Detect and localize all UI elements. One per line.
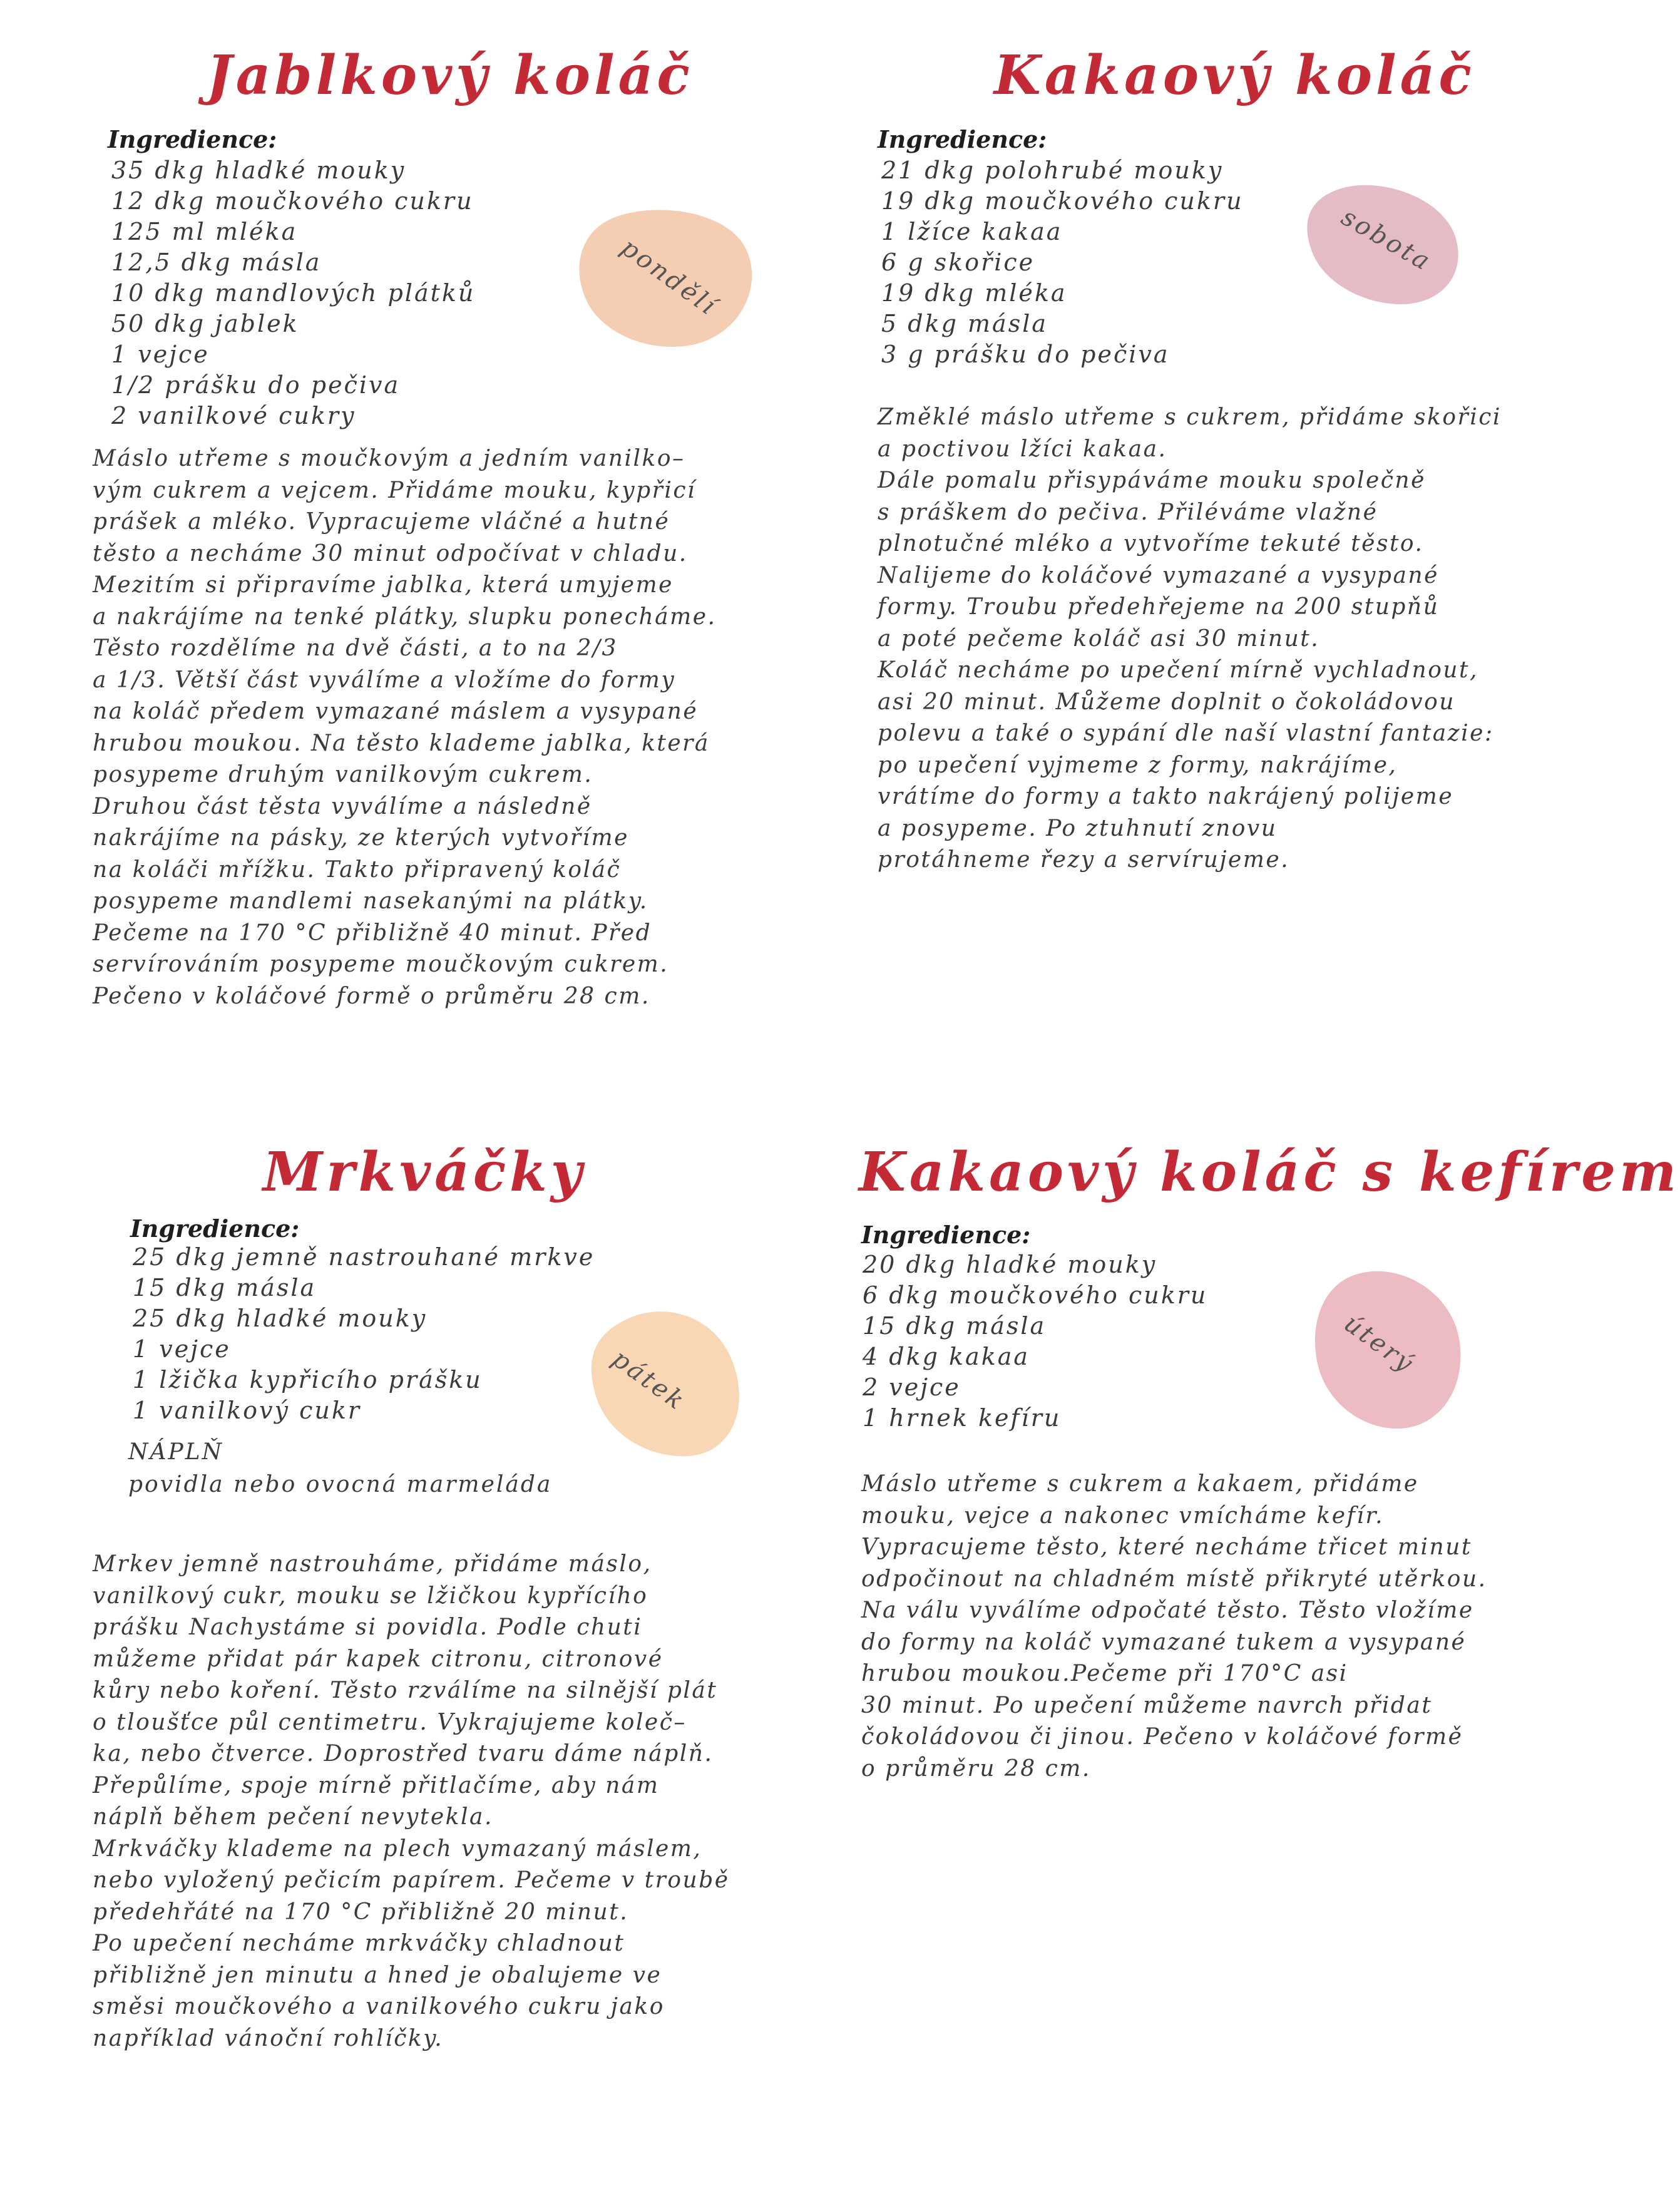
- method-line: Změklé máslo utřeme s cukrem, přidáme skořici: [878, 404, 1502, 430]
- method-line: hrubou moukou.Pečeme při 170°C asi: [861, 1661, 1348, 1686]
- method-line: Mrkev jemně nastrouháme, přidáme máslo,: [93, 1551, 652, 1577]
- method-line: Mrkváčky klademe na plech vymazaný máslem,: [93, 1835, 702, 1862]
- ingredient-item: 1 hrnek kefíru: [863, 1404, 1062, 1432]
- day-label: úterý: [1338, 1308, 1420, 1380]
- method-line: vým cukrem a vejcem. Přidáme mouku, kypřicí: [93, 477, 697, 503]
- day-badge: [1312, 1267, 1462, 1430]
- ingredients-list: [863, 1249, 1207, 1434]
- ingredient-item: 15 dkg másla: [133, 1274, 317, 1301]
- ingredient-item: 25 dkg hladké mouky: [133, 1305, 428, 1332]
- method-text: [93, 1549, 730, 2055]
- method-line: na koláči mřížku. Takto připravený koláč: [93, 856, 622, 883]
- ingredient-item: 35 dkg hladké mouky: [111, 156, 406, 184]
- method-line: ka, nebo čtverce. Doprostřed tvaru dáme náplň.: [93, 1741, 714, 1767]
- method-line: o tloušťce půl centimetru. Vykrajujeme koleč–: [93, 1709, 687, 1735]
- recipe-mrkvacky: [0, 1098, 776, 2196]
- method-text: [861, 1469, 1487, 1785]
- method-line: plnotučné mléko a vytvoříme tekuté těsto.: [878, 531, 1424, 557]
- method-line: prášek a mléko. Vypracujeme vláčné a hutné: [93, 509, 670, 535]
- ingredient-item: 19 dkg mléka: [881, 279, 1067, 307]
- method-line: Nalijeme do koláčové vymazané a vysypané: [878, 562, 1439, 588]
- method-line: Druhou část těsta vyválíme a následně: [93, 793, 592, 819]
- day-badge: [588, 1308, 745, 1459]
- method-line: předehřáté na 170 °C přibližně 20 minut.: [93, 1899, 629, 1925]
- method-line: Na válu vyválíme odpočaté těsto. Těsto vložíme: [861, 1598, 1474, 1623]
- ingredient-item: 15 dkg másla: [863, 1312, 1047, 1340]
- method-line: polevu a také o sypání dle naší vlastní fantazie:: [878, 721, 1494, 746]
- method-line: Těsto rozdělíme na dvě části, a to na 2/3: [93, 635, 618, 661]
- method-line: například vánoční rohlíčky.: [93, 2025, 444, 2051]
- method-line: hrubou moukou. Na těsto klademe jablka, která: [93, 730, 710, 756]
- recipe-title: Mrkváčky: [263, 1141, 586, 1204]
- method-line: Koláč necháme po upečení mírně vychladnout,: [878, 657, 1478, 683]
- method-line: Přepůlíme, spoje mírně přitlačíme, aby nám: [93, 1772, 660, 1798]
- recipe-title: Kakaový koláč s kefírem: [859, 1141, 1680, 1204]
- method-line: Máslo utřeme s moučkovým a jedním vanilko–: [93, 446, 685, 471]
- ingredient-item: 20 dkg hladké mouky: [863, 1251, 1157, 1278]
- ingredient-item: 125 ml mléka: [111, 218, 298, 245]
- method-line: Pečeno v koláčové formě o průměru 28 cm.: [93, 983, 650, 1009]
- filling-heading: NÁPLŇ: [128, 1439, 224, 1465]
- day-label: sobota: [1336, 202, 1437, 277]
- recipe-jablkovy-kolac: [0, 0, 776, 1098]
- method-line: nakrájíme na pásky, ze kterých vytvoříme: [93, 825, 629, 851]
- method-line: Mezitím si připravíme jablka, která umyjeme: [93, 572, 674, 598]
- ingredients-heading: Ingredience:: [861, 1221, 1031, 1249]
- recipe-kakaovy-kolac-s-kefirem: [776, 1098, 1680, 2196]
- ingredient-item: 6 dkg moučkového cukru: [863, 1281, 1208, 1309]
- method-line: o průměru 28 cm.: [861, 1755, 1091, 1782]
- method-line: vrátíme do formy a takto nakrájený polijeme: [878, 784, 1454, 809]
- ingredients-heading: Ingredience:: [130, 1214, 300, 1243]
- method-line: protáhneme řezy a servírujeme.: [878, 847, 1290, 873]
- ingredient-item: 50 dkg jablek: [111, 310, 299, 337]
- ingredients-heading: Ingredience:: [108, 125, 277, 153]
- method-line: směsi moučkového a vanilkového cukru jako: [93, 1994, 665, 2019]
- method-line: servírováním posypeme moučkovým cukrem.: [93, 952, 669, 977]
- day-label: pátek: [607, 1344, 692, 1417]
- day-badge: [576, 205, 757, 349]
- method-line: kůry nebo koření. Těsto rzválíme na silnější plát: [93, 1678, 718, 1703]
- method-text: [878, 402, 1502, 876]
- ingredient-item: 3 g prášku do pečiva: [881, 341, 1170, 368]
- ingredients-heading: Ingredience:: [878, 125, 1047, 153]
- recipe-title: Jablkový koláč: [207, 44, 694, 107]
- method-line: Dále pomalu přisypáváme mouku společně: [878, 468, 1426, 493]
- ingredient-item: 1 vejce: [111, 341, 210, 368]
- ingredients-list: [111, 155, 475, 431]
- method-line: těsto a necháme 30 minut odpočívat v chladu.: [93, 540, 688, 567]
- ingredient-item: 1 vanilkový cukr: [133, 1397, 362, 1424]
- method-line: na koláč předem vymazané máslem a vysypané: [93, 699, 699, 724]
- method-line: a poctivou lžíci kakaa.: [878, 436, 1167, 462]
- ingredient-item: 1 lžička kypřicího prášku: [133, 1366, 483, 1393]
- method-line: čokoládovou či jinou. Pečeno v koláčové formě: [861, 1724, 1463, 1750]
- method-line: odpočinout na chladném místě přikryté utěrkou.: [861, 1566, 1487, 1592]
- ingredient-item: 12 dkg moučkového cukru: [111, 187, 474, 215]
- ingredient-item: 12,5 dkg másla: [111, 249, 322, 276]
- ingredients-list: [133, 1242, 595, 1426]
- method-line: s práškem do pečiva. Přiléváme vlažné: [878, 499, 1378, 525]
- ingredient-item: 19 dkg moučkového cukru: [881, 187, 1244, 215]
- method-line: a posypeme. Po ztuhnutí znovu: [878, 815, 1278, 841]
- recipe-title: Kakaový koláč: [994, 44, 1475, 107]
- day-badge: [1304, 182, 1461, 307]
- method-line: a poté pečeme koláč asi 30 minut.: [878, 625, 1320, 652]
- day-label: pondělí: [615, 232, 723, 322]
- method-line: vanilkový cukr, mouku se lžičkou kypřícího: [93, 1583, 648, 1609]
- method-line: posypeme druhým vanilkovým cukrem.: [93, 762, 593, 788]
- ingredient-item: 1 lžíce kakaa: [881, 218, 1063, 245]
- recipe-kakaovy-kolac: [776, 0, 1552, 1098]
- ingredient-item: 5 dkg másla: [881, 310, 1048, 337]
- filling-text: povidla nebo ovocná marmeláda: [128, 1472, 553, 1497]
- method-line: a nakrájíme na tenké plátky, slupku ponecháme.: [93, 603, 717, 630]
- method-line: a 1/3. Větší část vyválíme a vložíme do formy: [93, 667, 676, 693]
- method-line: asi 20 minut. Můžeme doplnit o čokoládovou: [878, 689, 1455, 715]
- ingredients-list: [881, 155, 1244, 370]
- ingredient-item: 6 g skořice: [881, 249, 1035, 276]
- method-line: po upečení vyjmeme z formy, nakrájíme,: [878, 752, 1398, 778]
- method-line: mouku, vejce a nakonec vmícháme kefír.: [861, 1502, 1385, 1529]
- ingredient-item: 2 vejce: [863, 1373, 961, 1401]
- method-line: do formy na koláč vymazané tukem a vysypané: [861, 1629, 1467, 1655]
- ingredient-item: 21 dkg polohrubé mouky: [881, 156, 1224, 184]
- method-line: Po upečení necháme mrkváčky chladnout: [93, 1931, 625, 1956]
- method-line: nebo vyložený pečicím papírem. Pečeme v troubě: [93, 1867, 730, 1893]
- method-line: formy. Troubu předehřejeme na 200 stupňů: [878, 594, 1440, 620]
- ingredient-item: 1 vejce: [133, 1335, 231, 1363]
- method-line: Máslo utřeme s cukrem a kakaem, přidáme: [861, 1471, 1419, 1497]
- method-line: prášku Nachystáme si povidla. Podle chuti: [93, 1614, 643, 1640]
- ingredient-item: 2 vanilkové cukry: [111, 402, 356, 429]
- method-line: 30 minut. Po upečení můžeme navrch přidat: [861, 1692, 1433, 1718]
- method-line: Pečeme na 170 °C přibližně 40 minut. Před: [93, 920, 652, 946]
- ingredient-item: 1/2 prášku do pečiva: [111, 371, 401, 399]
- filling-section: [128, 1436, 552, 1501]
- ingredient-item: 25 dkg jemně nastrouhané mrkve: [133, 1243, 595, 1271]
- method-line: můžeme přidat pár kapek citronu, citronové: [93, 1646, 663, 1672]
- method-line: náplň během pečení nevytekla.: [93, 1804, 493, 1830]
- method-text: [93, 443, 717, 1012]
- method-line: přibližně jen minutu a hned je obalujeme ve: [93, 1962, 662, 1988]
- method-line: posypeme mandlemi nasekanými na plátky.: [93, 888, 648, 914]
- ingredient-item: 10 dkg mandlových plátků: [111, 279, 476, 307]
- ingredient-item: 4 dkg kakaa: [863, 1343, 1030, 1370]
- method-line: Vypracujeme těsto, které necháme třicet minut: [861, 1534, 1472, 1560]
